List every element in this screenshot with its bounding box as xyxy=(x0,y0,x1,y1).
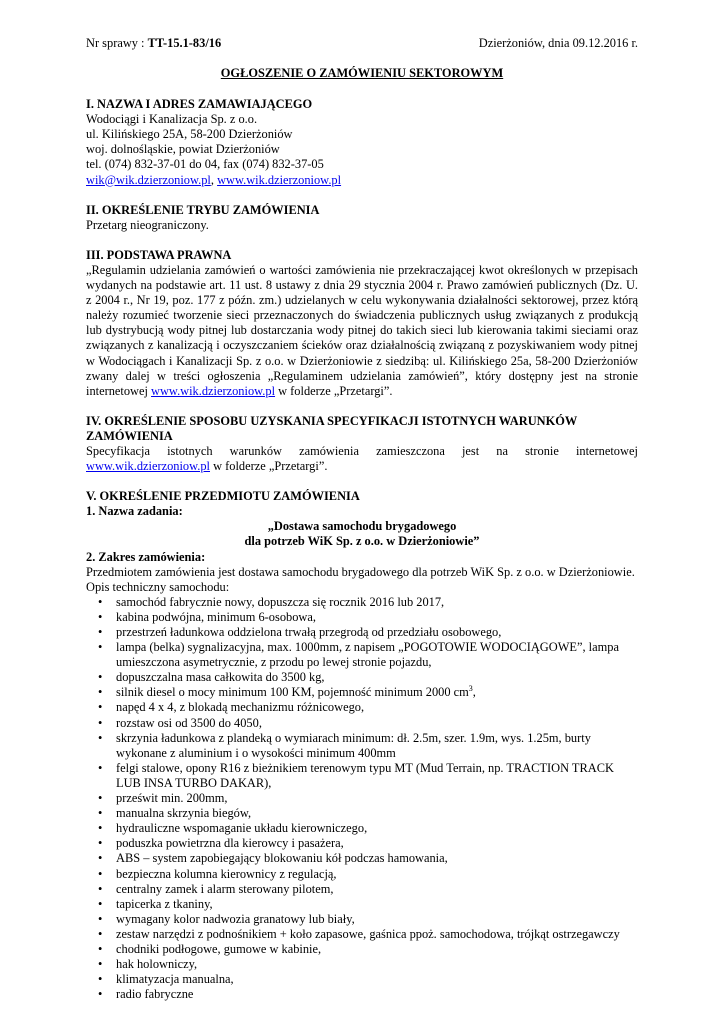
document-header xyxy=(86,36,638,52)
list-item: • silnik diesel o mocy minimum 100 KM, pojemność minimum 2000 $cm^3$, xyxy=(98,684,476,700)
list-item: • dopuszczalna masa całkowita do 3500 kg, xyxy=(98,670,325,685)
scope-text: Przedmiotem zamówienia jest dostawa samochodu brygadowego dla potrzeb WiK Sp. z o.o. w Dzierżoniowie. xyxy=(86,564,635,579)
list-item: • przestrzeń ładunkowa oddzielona trwałą przegrodą od przedziału osobowego, xyxy=(98,625,502,639)
case-number: Nr sprawy : TT-15.1-83/16 xyxy=(86,36,222,50)
list-item: • klimatyzacja manualna, xyxy=(98,972,234,987)
section-2-heading: II. OKREŚLENIE TRYBU ZAMÓWIENIA xyxy=(86,202,320,217)
section-4-heading: IV. OKREŚLENIE SPOSOBU UZYSKANIA SPECYFIKACJI ISTOTNYCH WARUNKÓW ZAMÓWIENIA xyxy=(86,413,578,443)
list-item: • lampa (belka) sygnalizacyjna, max. 1000mm, z napisem „POGOTOWIE WODOCIĄGOWE”, lampa umieszczona asymetrycznie, z przodu po lewej stronie pojazdu, xyxy=(98,640,619,670)
list-item: • hydrauliczne wspomaganie układu kierowniczego, xyxy=(98,821,368,836)
section-2-text: Przetarg nieograniczony. xyxy=(86,217,209,232)
scope-heading: 2. Zakres zamówienia: xyxy=(86,549,206,564)
section-3-text: „Regulamin udzielania zamówień o wartości zamówienia nie przekraczającej kwot określonych w przepisach wydanych na podstawie art. 11 ust. 8 ustawy z dnia 29 stycznia 2004 r. Prawo zamówień publicznych (Dz. U. z 2004 r., Nr 19, poz. 177 z późn. zm.) udzielanych w celu wykonywania działalności sektorowej, przez którą należy rozumieć tworzenie sieci przeznaczonych do świadczenia publicznych usług związanych z produkcją lub dystrybucją wody pitnej lub dostarczania wody pitnej do takich sieci lub kierowania takimi sieciami oraz związanych z kanalizacją i oczyszczaniem ścieków oraz działalnością związaną z pozyskiwaniem wody pitnej w Wodociągach i Kanalizacji Sp. z o.o. w Dzierżoniowie z siedzibą: ul. Kilińskiego 25a, 58-200 Dzierżoniów zwany dalej w treści ogłoszenia „Regulaminem udzielania zamówień”, który dostępny jest na stronie internetowej www.wik.dzierzoniow.pl w folderze „Przetargi”. xyxy=(86,262,638,398)
list-item: • kabina podwójna, minimum 6-osobowa, xyxy=(98,609,316,624)
document-page xyxy=(86,36,638,1002)
email-link[interactable]: wik@wik.dzierzoniow.pl xyxy=(86,172,211,187)
section-3-heading: III. PODSTAWA PRAWNA xyxy=(86,247,232,262)
task-name-line-2: dla potrzeb WiK Sp. z o.o. w Dzierżoniowie” xyxy=(244,534,480,549)
list-item: • napęd 4 x 4, z blokadą mechanizmu różnicowego, xyxy=(98,700,365,715)
address-line: ul. Kilińskiego 25A, 58-200 Dzierżoniów xyxy=(86,127,293,142)
section-4-text-line: Specyfikacja istotnych warunków zamówienia zamieszczona jest na stronie internetowej xyxy=(86,443,638,458)
list-item: • skrzynia ładunkowa z plandeką o wymiarach minimum: dł. 2.5m, szer. 1.9m, wys. 1.25m, burty wykonane z aluminium i o wysokości minimum 400mm xyxy=(98,730,591,760)
website-link[interactable]: www.wik.dzierzoniow.pl xyxy=(217,172,342,187)
task-name-line-1: „Dostawa samochodu brygadowego xyxy=(267,519,457,534)
section-5-heading: V. OKREŚLENIE PRZEDMIOTU ZAMÓWIENIA xyxy=(86,489,360,504)
address-line: Wodociągi i Kanalizacja Sp. z o.o. xyxy=(86,112,258,127)
list-item: • zestaw narzędzi z podnośnikiem + koło zapasowe, gaśnica ppoż. samochodowa, trójkąt ostrzegawczy xyxy=(98,926,620,941)
website-link[interactable]: www.wik.dzierzoniow.pl xyxy=(151,383,276,398)
contact-links: wik@wik.dzierzoniow.pl, www.wik.dzierzoniow.pl xyxy=(86,172,342,187)
tech-description-label: Opis techniczny samochodu: xyxy=(86,579,230,594)
list-item: • manualna skrzynia biegów, xyxy=(98,806,252,821)
list-item: • centralny zamek i alarm sterowany pilotem, xyxy=(98,881,334,896)
list-item: • prześwit min. 200mm, xyxy=(98,791,228,806)
tech-spec-list xyxy=(86,595,638,1003)
document-title: OGŁOSZENIE O ZAMÓWIENIU SEKTOROWYM xyxy=(220,66,504,80)
address-line: tel. (074) 832-37-01 do 04, fax (074) 832-37-05 xyxy=(86,157,324,172)
list-item: • bezpieczna kolumna kierownicy z regulacją, xyxy=(98,866,337,881)
list-item: • samochód fabrycznie nowy, dopuszcza się rocznik 2016 lub 2017, xyxy=(98,594,445,609)
place-date: Dzierżoniów, dnia 09.12.2016 r. xyxy=(478,36,638,50)
list-item: • hak holowniczy, xyxy=(98,957,198,972)
list-item: • radio fabryczne xyxy=(98,987,194,1002)
list-item: • tapicerka z tkaniny, xyxy=(98,896,213,911)
list-item: • wymagany kolor nadwozia granatowy lub biały, xyxy=(98,911,355,926)
list-item: • felgi stalowe, opony R16 z bieżnikiem terenowym typu MT (Mud Terrain, np. TRACTION TRACK LUB INSA TURBO DAKAR), xyxy=(98,760,614,790)
section-4-link-line: www.wik.dzierzoniow.pl w folderze „Przetargi”. xyxy=(86,459,328,474)
task-name-heading: 1. Nazwa zadania: xyxy=(86,504,183,519)
list-item: • poduszka powietrzna dla kierowcy i pasażera, xyxy=(98,836,344,851)
address-line: woj. dolnośląskie, powiat Dzierżoniów xyxy=(86,142,280,157)
section-1-heading: I. NAZWA I ADRES ZAMAWIAJĄCEGO xyxy=(86,97,313,112)
section-1-body xyxy=(86,112,638,187)
website-link[interactable]: www.wik.dzierzoniow.pl xyxy=(86,459,210,474)
list-item: • rozstaw osi od 3500 do 4050, xyxy=(98,715,262,730)
list-item: • chodniki podłogowe, gumowe w kabinie, xyxy=(98,941,322,956)
list-item: • ABS – system zapobiegający blokowaniu kół podczas hamowania, xyxy=(98,851,448,866)
